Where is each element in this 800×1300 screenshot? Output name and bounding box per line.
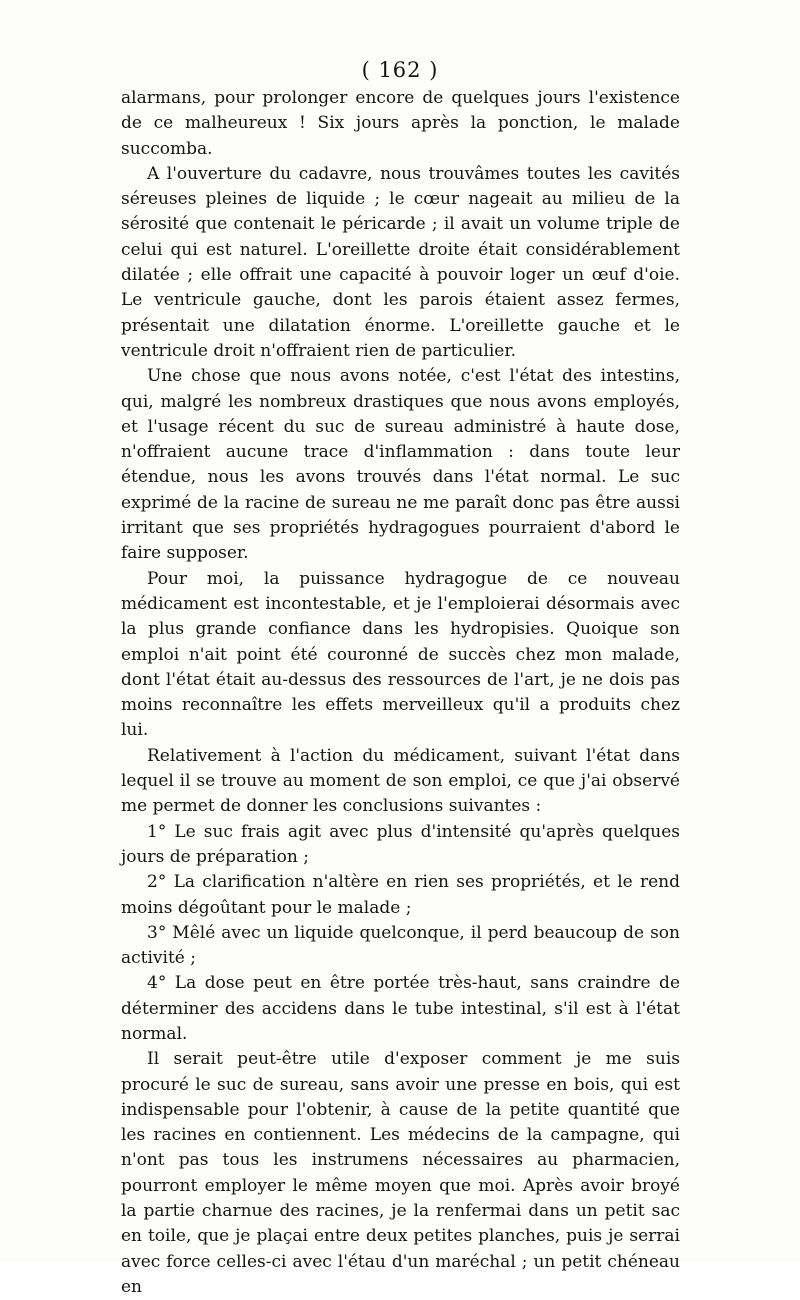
paragraph: A l'ouverture du cadavre, nous trouvâmes toutes les cavités séreuses pleines de liquide ; le cœur nageait au milieu de la sérosité que contenait le péricarde ; il avait un volume triple de celui qui est naturel. L'oreillette droite était considérablement dilatée ; elle offrait une capacité à pouvoir loger un œuf d'oie. Le ventricule gauche, dont les parois étaient assez fermes, présentait une dilatation énorme. L'oreillette gauche et le ventricule droit n'offraient rien de particulier. (121, 163, 680, 361)
page-number: ( 162 ) (361, 58, 439, 82)
conclusion-item: 3° Mêlé avec un liquide quelconque, il perd beaucoup de son activité ; (121, 922, 680, 969)
conclusion-item: 4° La dose peut en être portée très-haut, sans craindre de déterminer des accidens dans le tube intestinal, s'il est à l'état normal. (121, 973, 680, 1044)
paragraph: Il serait peut-être utile d'exposer comment je me suis procuré le suc de sureau, sans avoir une presse en bois, qui est indispensable pour l'obtenir, à cause de la petite quantité que les racines en contiennent. Les médecins de la campagne, qui n'ont pas tous les instrumens nécessaires au pharmacien, pourront employer le même moyen que moi. Après avoir broyé la partie charnue des racines, je la renfermai dans un petit sac en toile, que je plaçai entre deux petites planches, puis je serrai avec force celles-ci avec l'étau d'un maréchal ; un petit chéneau en (121, 1049, 680, 1297)
conclusion-item: 1° Le suc frais agit avec plus d'intensité qu'après quelques jours de préparation ; (121, 821, 680, 867)
body-text (121, 86, 680, 1300)
paragraph: Une chose que nous avons notée, c'est l'état des intestins, qui, malgré les nombreux drastiques que nous avons employés, et l'usage récent du suc de sureau administré à haute dose, n'offraient aucune trace d'inflammation : dans toute leur étendue, nous les avons trouvés dans l'état normal. Le suc exprimé de la racine de sureau ne me paraît donc pas être aussi irritant que ses propriétés hydragogues pourraient d'abord le faire supposer. (121, 366, 680, 564)
paragraph: alarmans, pour prolonger encore de quelques jours l'existence de ce malheureux ! Six jours après la ponction, le malade succomba. (121, 88, 680, 159)
paragraph: Relativement à l'action du médicament, suivant l'état dans lequel il se trouve au moment de son emploi, ce que j'ai observé me permet de donner les conclusions suivantes : (121, 745, 680, 817)
paragraph: Pour moi, la puissance hydragogue de ce nouveau médicament est incontestable, et je l'emploierai désormais avec la plus grande confiance dans les hydropisies. Quoique son emploi n'ait point été couronné de succès chez mon malade, dont l'état était au-dessus des ressources de l'art, je ne dois pas moins reconnaître les effets merveilleux qu'il a produits chez lui. (121, 568, 680, 741)
conclusion-item: 2° La clarification n'altère en rien ses propriétés, et le rend moins dégoûtant pour le malade ; (121, 872, 680, 918)
